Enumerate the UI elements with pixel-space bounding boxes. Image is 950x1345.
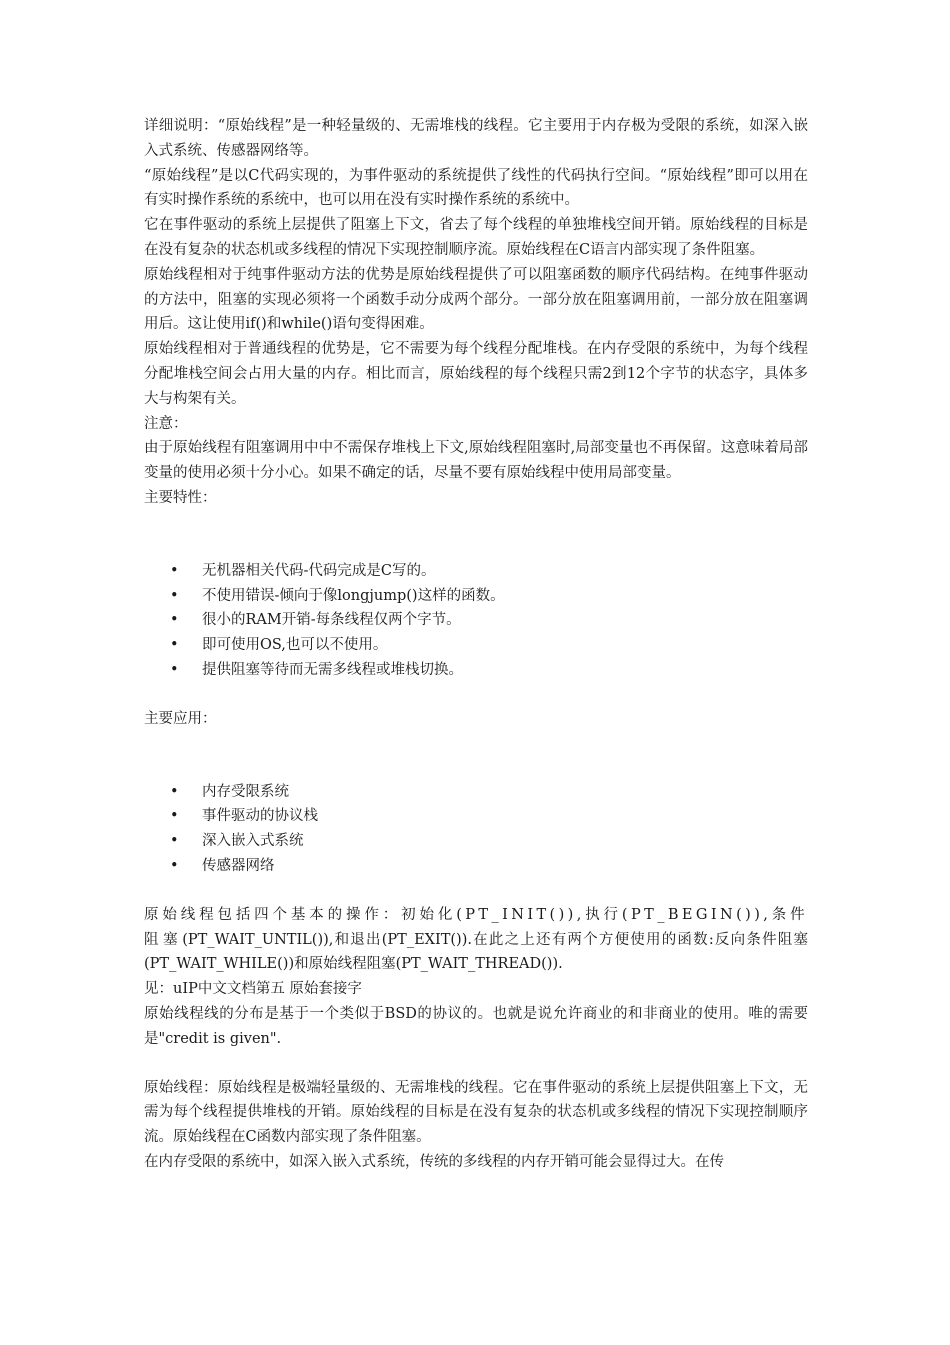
spacer [144,1052,808,1076]
operations-line-1: 原始线程包括四个基本的操作：初始化(PT_INIT()),执行(PT_BEGIN()),条件阻塞 [144,906,808,948]
operations-paragraph [144,903,808,977]
applications-list [144,780,808,879]
summary-paragraph: 原始线程：原始线程是极端轻量级的、无需堆栈的线程。它在事件驱动的系统上层提供阻塞上下文，无需为每个线程提供堆栈的开销。原始线程的目标是在没有复杂的状态机或多线程的情况下实现控制顺序流。原始线程在C函数内部实现了条件阻塞。 [144,1079,808,1146]
list-item-text: 提供阻塞等待而无需多线程或堆栈切换。 [202,661,463,678]
spacer [144,732,808,780]
list-item [144,804,808,829]
intro-paragraph-1: 详细说明：“原始线程”是一种轻量级的、无需堆栈的线程。它主要用于内存极为受限的系统，如深入嵌入式系统、传感器网络等。 [144,118,808,159]
intro-paragraph-4: 原始线程相对于纯事件驱动方法的优势是原始线程提供了可以阻塞函数的顺序代码结构。在纯事件驱动的方法中，阻塞的实现必须将一个函数手动分成两个部分。一部分放在阻塞调用前，一部分放在阻塞调用后。这让使用if()和while()语句变得困难。 [144,266,808,333]
list-item-text: 内存受限系统 [202,783,289,800]
license-paragraph: 原始线程线的分布是基于一个类似于BSD的协议的。也就是说允许商业的和非商业的使用。唯的需要是"credit is given". [144,1005,808,1047]
spacer [144,879,808,903]
features-heading: 主要特性： [144,489,217,506]
see-also-line: 见：uIP中文文档第五 原始套接字 [144,981,362,998]
bullet-icon: • [170,661,179,678]
list-item-text: 即可使用OS,也可以不使用。 [202,637,388,654]
document-body [144,114,808,1175]
list-item [144,780,808,805]
list-item-text: 深入嵌入式系统 [202,833,304,850]
list-item-text: 不使用错误-倾向于像longjump()这样的函数。 [202,587,505,604]
bullet-icon: • [170,637,179,654]
intro-paragraph-5: 原始线程相对于普通线程的优势是，它不需要为每个线程分配堆栈。在内存受限的系统中，为每个线程分配堆栈空间会占用大量的内存。相比而言，原始线程的每个线程只需2到12个字节的状态字，具体多大与构架有关。 [144,341,808,407]
bullet-icon: • [170,808,179,825]
list-item [144,854,808,879]
list-item-text: 很小的RAM开销-每条线程仅两个字节。 [202,612,461,629]
list-item [144,658,808,683]
list-item [144,584,808,609]
list-item-text: 事件驱动的协议栈 [202,808,318,825]
bullet-icon: • [170,587,179,604]
bullet-icon: • [170,562,179,579]
spacer [144,511,808,559]
list-item [144,559,808,584]
intro-paragraph-3: 它在事件驱动的系统上层提供了阻塞上下文，省去了每个线程的单独堆栈空间开销。原始线程的目标是在没有复杂的状态机或多线程的情况下实现控制顺序流。原始线程在C语言内部实现了条件阻塞。 [144,217,808,258]
list-item-text: 无机器相关代码-代码完成是C写的。 [202,562,436,579]
final-line: 在内存受限的系统中，如深入嵌入式系统，传统的多线程的内存开销可能会显得过大。在传 [144,1153,724,1170]
list-item-text: 传感器网络 [202,857,275,874]
list-item [144,633,808,658]
bullet-icon: • [170,833,179,850]
bullet-icon: • [170,612,179,629]
applications-heading: 主要应用： [144,710,217,727]
bullet-icon: • [170,783,179,800]
intro-paragraph-2: “原始线程”是以C代码实现的，为事件驱动的系统提供了线性的代码执行空间。“原始线程”即可以用在有实时操作系统的系统中，也可以用在没有实时操作系统的系统中。 [144,167,808,209]
list-item [144,608,808,633]
note-heading: 注意： [144,415,188,432]
list-item [144,829,808,854]
operations-line-rest: (PT_WAIT_UNTIL()),和退出(PT_EXIT()).在此之上还有两个方便使用的函数:反向条件阻塞(PT_WAIT_WHILE())和原始线程阻塞(PT_WAIT_THREAD()). [144,931,808,973]
spacer [144,683,808,707]
bullet-icon: • [170,857,179,874]
note-paragraph: 由于原始线程有阻塞调用中中不需保存堆栈上下文,原始线程阻塞时,局部变量也不再保留。这意味着局部变量的使用必须十分小心。如果不确定的话，尽量不要有原始线程中使用局部变量。 [144,440,808,482]
features-list [144,559,808,683]
